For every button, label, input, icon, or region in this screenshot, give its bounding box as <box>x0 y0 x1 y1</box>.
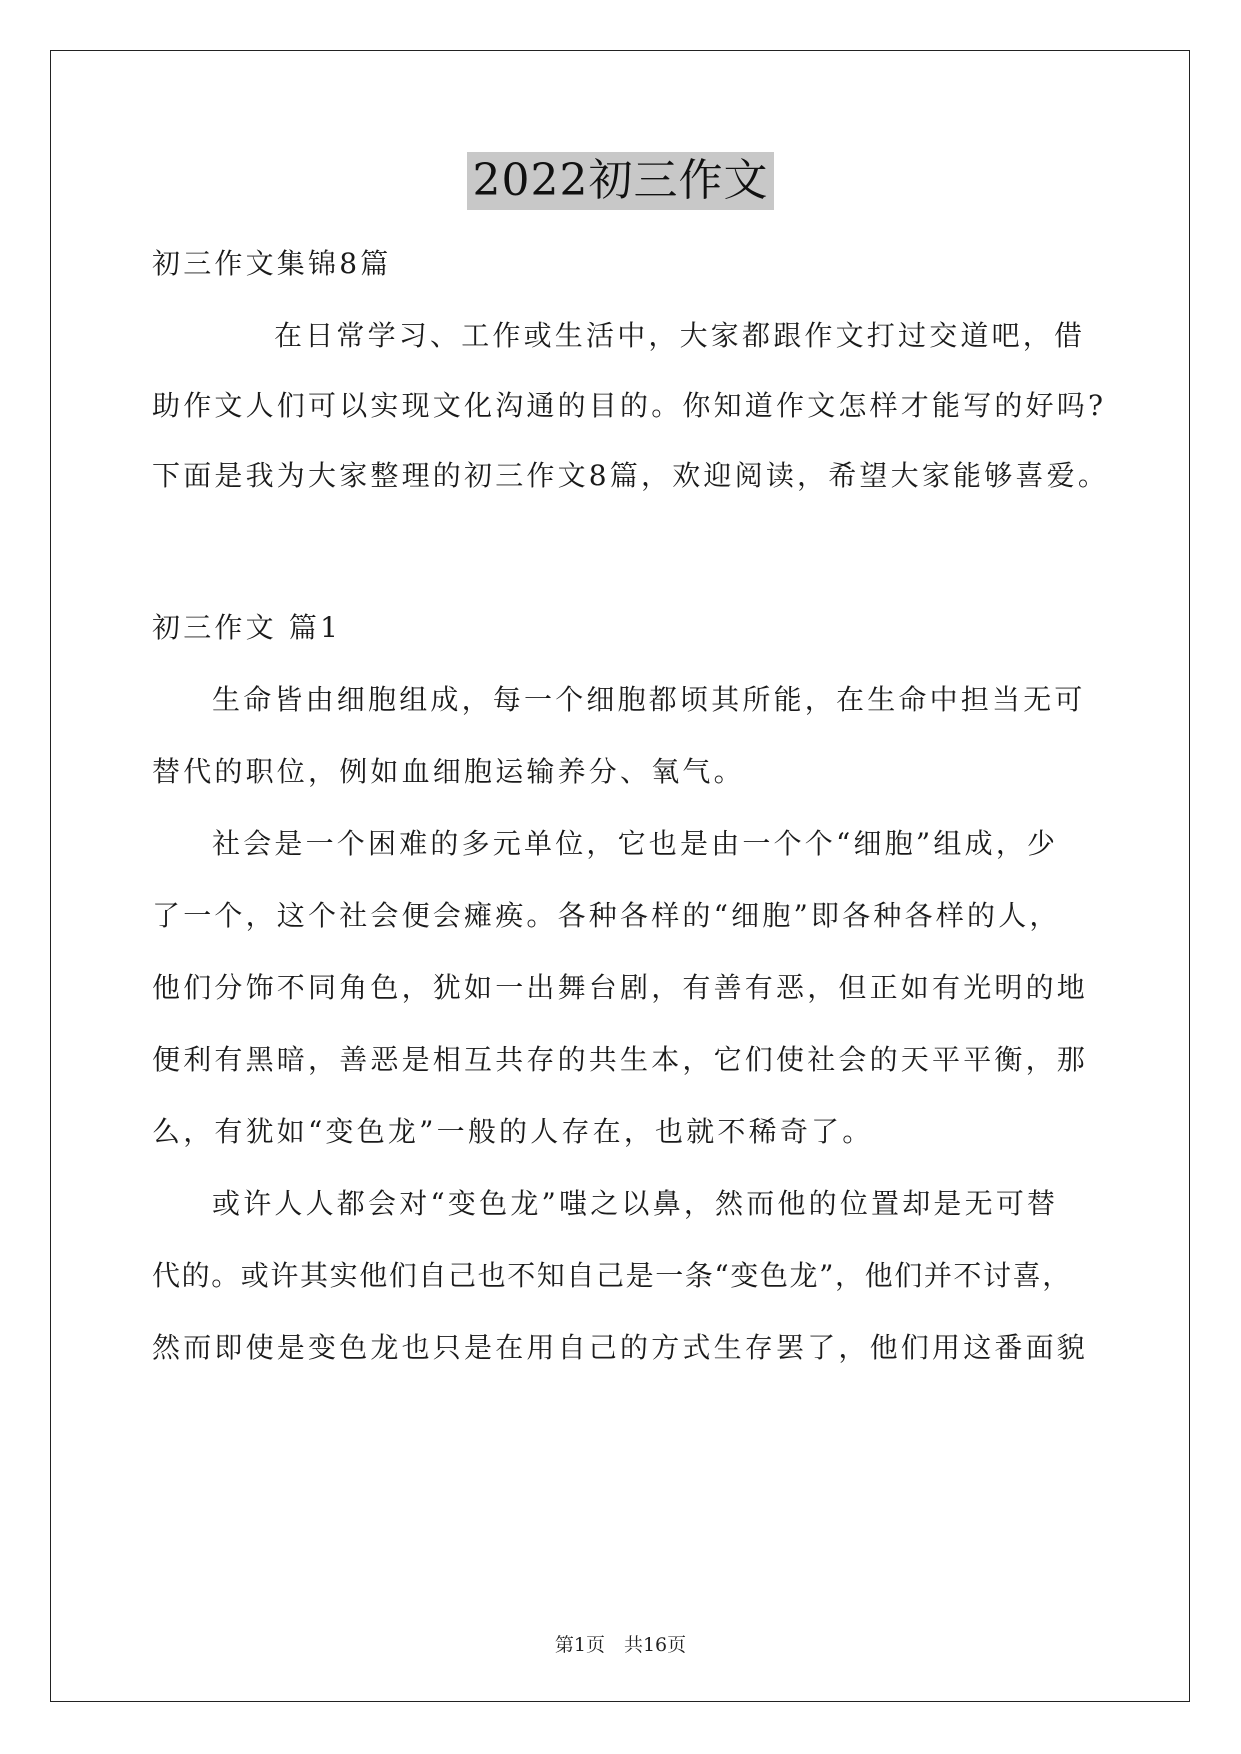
body-line: 便利有黑暗，善恶是相互共存的共生本，它们使社会的天平平衡，那 <box>152 1043 1089 1076</box>
body-line: 了一个，这个社会便会瘫痪。各种各样的“细胞”即各种各样的人， <box>152 899 1061 932</box>
intro-line-2: 助作文人们可以实现文化沟通的目的。你知道作文怎样才能写的好吗? <box>152 389 1107 422</box>
body-line: 他们分饰不同角色，犹如一出舞台剧，有善有恶，但正如有光明的地 <box>152 971 1089 1004</box>
page-border <box>50 50 1190 1702</box>
title-container <box>0 152 1241 210</box>
body-line: 然而即使是变色龙也只是在用自己的方式生存罢了，他们用这番面貌 <box>152 1331 1089 1364</box>
collection-subtitle: 初三作文集锦8篇 <box>152 247 392 280</box>
body-line: 或许人人都会对“变色龙”嗤之以鼻，然而他的位置却是无可替 <box>212 1187 1059 1220</box>
body-line: 生命皆由细胞组成，每一个细胞都顷其所能，在生命中担当无可 <box>212 683 1086 716</box>
intro-line-3: 下面是我为大家整理的初三作文8篇，欢迎阅读，希望大家能够喜爱。 <box>152 459 1110 492</box>
intro-line-1: 在日常学习、工作或生活中，大家都跟作文打过交道吧，借 <box>274 319 1086 352</box>
section-heading: 初三作文 篇1 <box>152 611 342 644</box>
page-footer: 第1页 共16页 <box>554 1634 687 1656</box>
document-title: 2022初三作文 <box>467 152 775 210</box>
body-line: 替代的职位，例如血细胞运输养分、氧气。 <box>152 755 745 788</box>
body-line: 社会是一个困难的多元单位，它也是由一个个“细胞”组成，少 <box>212 827 1059 860</box>
body-line: 么，有犹如“变色龙”一般的人存在，也就不稀奇了。 <box>152 1115 874 1148</box>
body-line: 代的。或许其实他们自己也不知自己是一条“变色龙”，他们并不讨喜， <box>152 1259 1072 1292</box>
